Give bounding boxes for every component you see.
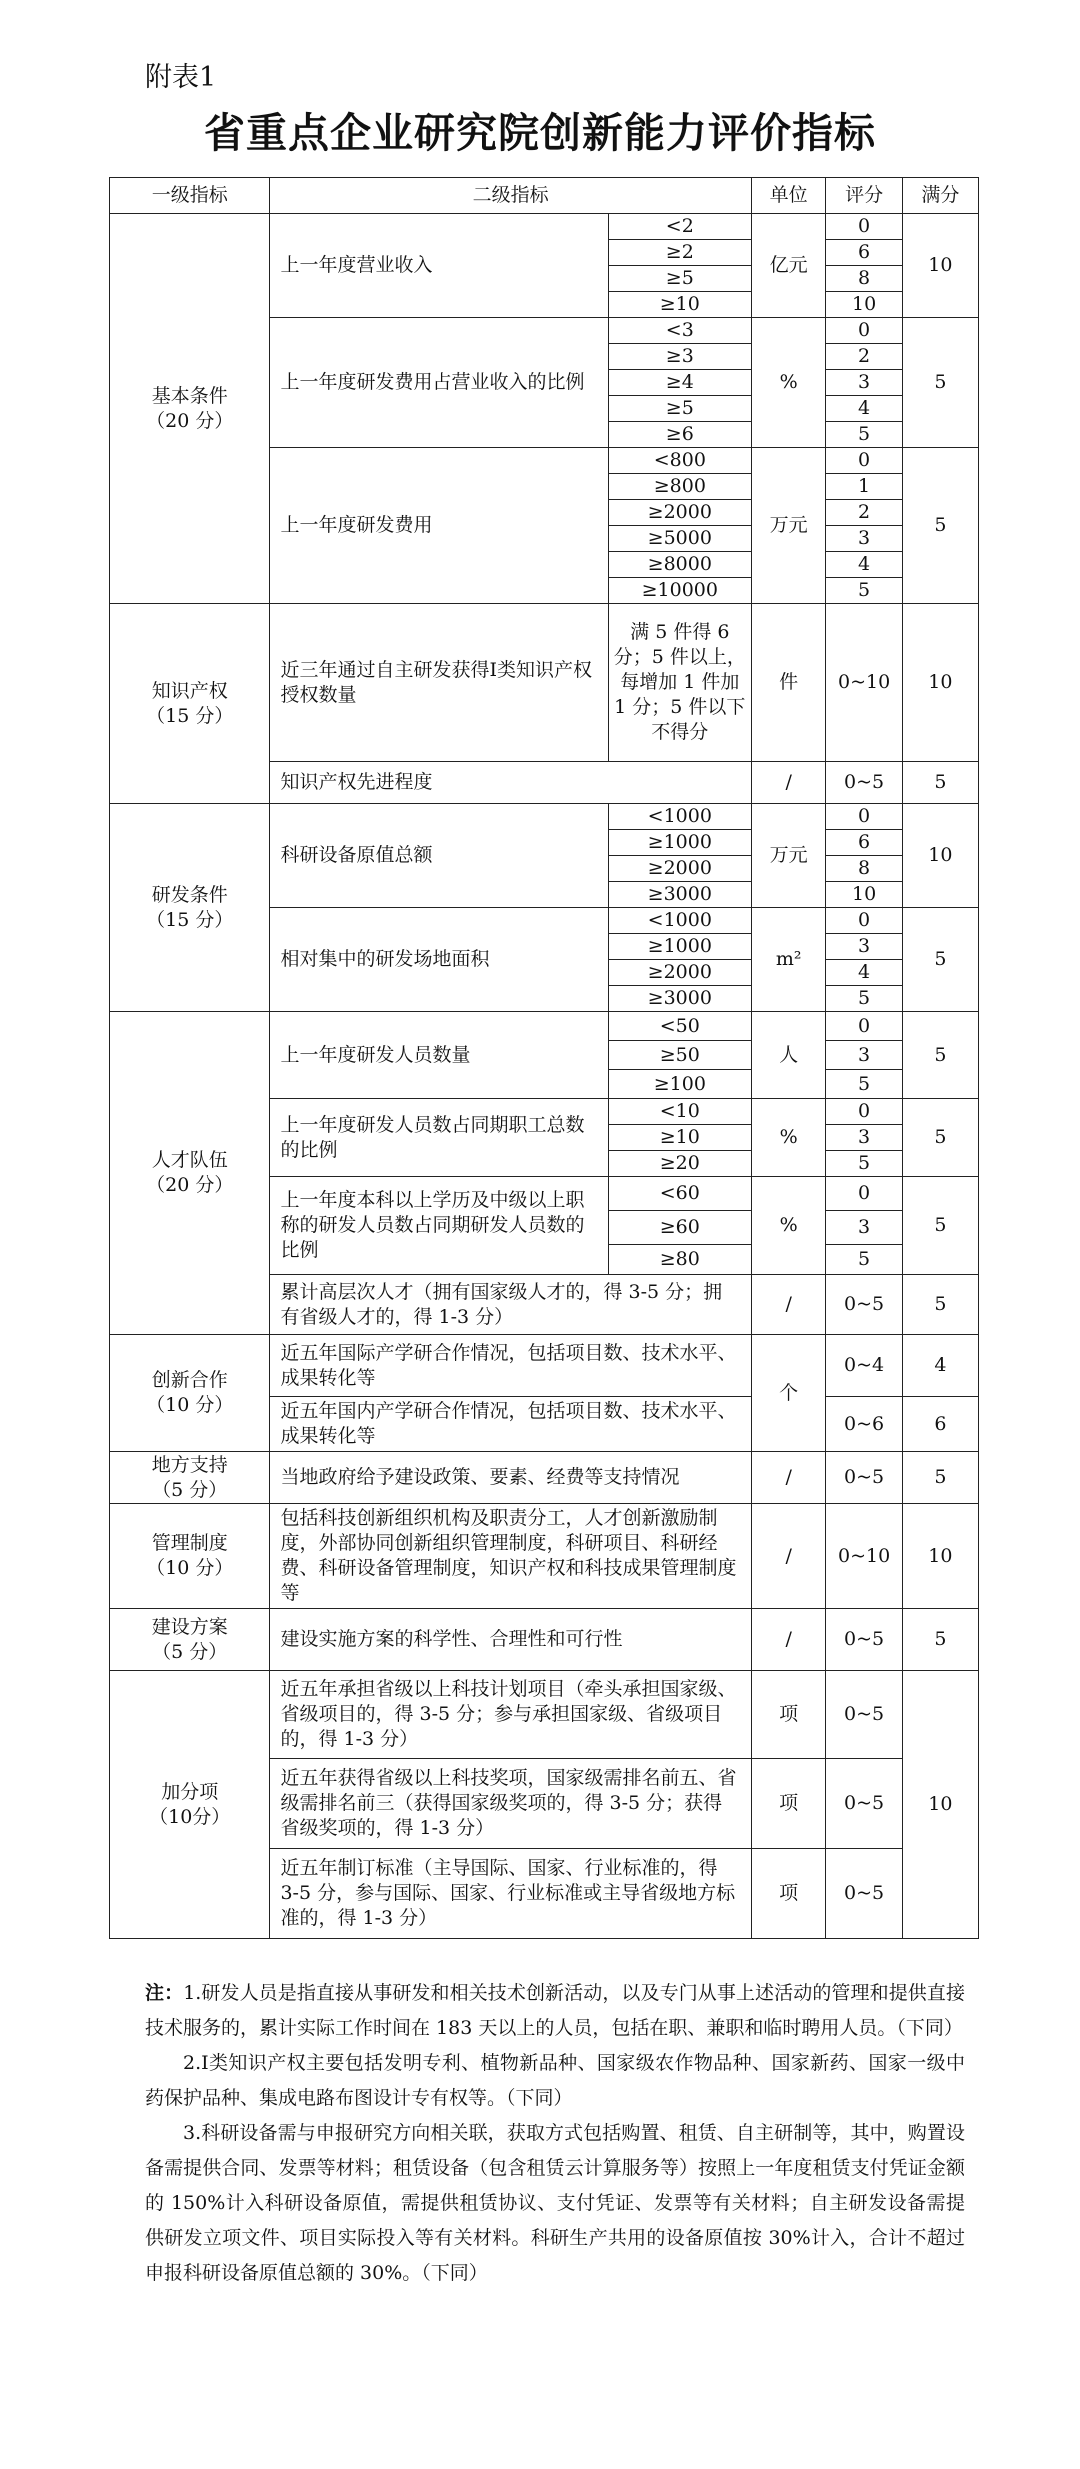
indicator-equipment: 科研设备原值总额 [270,804,608,908]
score-cell: 10 [826,292,902,318]
notes-prefix: 注： [145,1982,184,2004]
score-cell: 4 [826,960,902,986]
full-score-cell: 5 [902,1452,978,1504]
unit-cell: 个 [751,1335,826,1452]
table-row [110,1335,979,1397]
score-cell: 0~5 [826,1671,902,1759]
score-cell: 8 [826,266,902,292]
score-cell: 0 [826,1012,902,1041]
tier-cell: <800 [608,448,751,474]
indicator-ip-grants: 近三年通过自主研发获得I类知识产权授权数量 [270,604,608,762]
indicator-rd-ratio: 上一年度研发费用占营业收入的比例 [270,318,608,448]
score-cell: 5 [826,1245,902,1275]
category-local: 地方支持 （5 分） [110,1452,270,1504]
score-cell: 3 [826,934,902,960]
notes-section [145,1976,965,2291]
tier-cell: ≥2000 [608,856,751,882]
tier-cell: ≥3 [608,344,751,370]
indicator-ip-advanced: 知识产权先进程度 [270,762,751,804]
unit-cell: 万元 [751,804,826,908]
tier-cell: <2 [608,214,751,240]
indicator-degree-ratio: 上一年度本科以上学历及中级以上职称的研发人员数占同期研发人员数的比例 [270,1177,608,1275]
tier-cell: ≥10 [608,1125,751,1151]
tier-cell: ≥4 [608,370,751,396]
tier-cell: <1000 [608,908,751,934]
table-header-row [110,178,979,214]
tier-cell: ≥800 [608,474,751,500]
category-talent: 人才队伍 （20 分） [110,1012,270,1335]
indicator-bonus-projects: 近五年承担省级以上科技计划项目（牵头承担国家级、省级项目的，得 3-5 分；参与承担国家级、省级项目的，得 1-3 分） [270,1671,751,1759]
score-cell: 4 [826,552,902,578]
score-cell: 0~5 [826,1609,902,1671]
score-cell: 0~4 [826,1335,902,1397]
tier-cell: ≥10000 [608,578,751,604]
table-row [110,604,979,762]
table-row [110,214,979,240]
indicator-intl-coop: 近五年国际产学研合作情况，包括项目数、技术水平、成果转化等 [270,1335,751,1397]
score-cell: 10 [826,882,902,908]
score-cell: 1 [826,474,902,500]
tier-cell: ≥60 [608,1211,751,1245]
tier-cell: ≥2 [608,240,751,266]
unit-cell: % [751,318,826,448]
unit-cell: m² [751,908,826,1012]
evaluation-table [109,177,979,1939]
unit-cell: 人 [751,1012,826,1099]
indicator-revenue: 上一年度营业收入 [270,214,608,318]
tier-cell: <50 [608,1012,751,1041]
score-cell: 5 [826,578,902,604]
table-row [110,1671,979,1759]
score-cell: 0~5 [826,762,902,804]
tier-cell: ≥8000 [608,552,751,578]
tier-cell: ≥2000 [608,500,751,526]
indicator-bonus-standards: 近五年制订标准（主导国际、国家、行业标准的，得 3-5 分，参与国际、国家、行业标准或主导省级地方标准的，得 1-3 分） [270,1849,751,1939]
unit-cell: / [751,1452,826,1504]
category-basic: 基本条件 （20 分） [110,214,270,604]
score-cell: 4 [826,396,902,422]
full-score-cell: 10 [902,604,978,762]
full-score-cell: 5 [902,448,978,604]
tier-cell: <3 [608,318,751,344]
unit-cell: / [751,1609,826,1671]
header-level2: 二级指标 [270,178,751,214]
full-score-cell: 10 [902,1504,978,1609]
tier-cell: <1000 [608,804,751,830]
score-cell: 6 [826,240,902,266]
header-full: 满分 [902,178,978,214]
tier-cell: <60 [608,1177,751,1211]
tier-cell: ≥2000 [608,960,751,986]
score-cell: 0 [826,318,902,344]
full-score-cell: 5 [902,1099,978,1177]
score-cell: 3 [826,1211,902,1245]
score-cell: 0~10 [826,604,902,762]
unit-cell: 万元 [751,448,826,604]
indicator-area: 相对集中的研发场地面积 [270,908,608,1012]
unit-cell: / [751,762,826,804]
indicator-rd-cost: 上一年度研发费用 [270,448,608,604]
score-cell: 0~5 [826,1759,902,1849]
score-cell: 2 [826,500,902,526]
score-cell: 2 [826,344,902,370]
score-cell: 0 [826,214,902,240]
tier-cell: ≥50 [608,1041,751,1070]
indicator-local-support: 当地政府给予建设政策、要素、经费等支持情况 [270,1452,751,1504]
annex-label: 附表1 [145,62,217,93]
unit-cell: 项 [751,1759,826,1849]
score-cell: 0~6 [826,1397,902,1452]
score-cell: 6 [826,830,902,856]
full-score-cell: 6 [902,1397,978,1452]
score-cell: 5 [826,986,902,1012]
unit-cell: % [751,1099,826,1177]
indicator-domestic-coop: 近五年国内产学研合作情况，包括项目数、技术水平、成果转化等 [270,1397,751,1452]
full-score-cell: 10 [902,1671,978,1939]
category-mgmt: 管理制度 （10 分） [110,1504,270,1609]
full-score-cell: 5 [902,1609,978,1671]
full-score-cell: 10 [902,214,978,318]
table-row [110,804,979,830]
tier-cell: ≥6 [608,422,751,448]
score-cell: 5 [826,1070,902,1099]
tier-cell: ≥5 [608,396,751,422]
full-score-cell: 5 [902,318,978,448]
note-1: 注：1.研发人员是指直接从事研发和相关技术创新活动，以及专门从事上述活动的管理和提供直接技术服务的，累计实际工作时间在 183 天以上的人员，包括在职、兼职和临时聘用人员。（下同） [145,1982,965,2039]
full-score-cell: 4 [902,1335,978,1397]
category-ip: 知识产权 （15 分） [110,604,270,804]
unit-cell: 亿元 [751,214,826,318]
header-score: 评分 [826,178,902,214]
tier-cell: ≥1000 [608,830,751,856]
score-cell: 5 [826,422,902,448]
score-cell: 0~10 [826,1504,902,1609]
unit-cell: 项 [751,1671,826,1759]
score-cell: 8 [826,856,902,882]
indicator-staff-ratio: 上一年度研发人员数占同期职工总数的比例 [270,1099,608,1177]
score-cell: 3 [826,526,902,552]
tier-cell: ≥10 [608,292,751,318]
header-level1: 一级指标 [110,178,270,214]
category-rd: 研发条件 （15 分） [110,804,270,1012]
tier-cell: ≥5000 [608,526,751,552]
score-cell: 5 [826,1151,902,1177]
tier-cell: ≥100 [608,1070,751,1099]
table-row [110,1452,979,1504]
full-score-cell: 5 [902,908,978,1012]
score-cell: 0 [826,1099,902,1125]
full-score-cell: 5 [902,762,978,804]
page-title: 省重点企业研究院创新能力评价指标 [204,109,876,157]
score-cell: 0 [826,448,902,474]
unit-cell: / [751,1275,826,1335]
unit-cell: % [751,1177,826,1275]
table-row [110,1609,979,1671]
category-coop: 创新合作 （10 分） [110,1335,270,1452]
unit-cell: 件 [751,604,826,762]
full-score-cell: 5 [902,1177,978,1275]
tier-cell: ≥5 [608,266,751,292]
category-bonus: 加分项 （10分） [110,1671,270,1939]
tier-cell: <10 [608,1099,751,1125]
score-cell: 3 [826,1125,902,1151]
unit-cell: 项 [751,1849,826,1939]
indicator-plan: 建设实施方案的科学性、合理性和可行性 [270,1609,751,1671]
score-cell: 0~5 [826,1452,902,1504]
indicator-bonus-awards: 近五年获得省级以上科技奖项，国家级需排名前五、省级需排名前三（获得国家级奖项的，得 3-5 分；获得省级奖项的，得 1-3 分） [270,1759,751,1849]
tier-cell: ≥1000 [608,934,751,960]
unit-cell: / [751,1504,826,1609]
table-row [110,1012,979,1041]
indicator-high-level: 累计高层次人才（拥有国家级人才的，得 3-5 分；拥有省级人才的，得 1-3 分） [270,1275,751,1335]
indicator-headcount: 上一年度研发人员数量 [270,1012,608,1099]
tier-cell: ≥80 [608,1245,751,1275]
score-cell: 0 [826,804,902,830]
score-cell: 3 [826,1041,902,1070]
header-unit: 单位 [751,178,826,214]
tier-cell: ≥3000 [608,986,751,1012]
score-cell: 0 [826,1177,902,1211]
score-cell: 0~5 [826,1849,902,1939]
score-cell: 0 [826,908,902,934]
tier-cell: ≥3000 [608,882,751,908]
note-2: 2.I类知识产权主要包括发明专利、植物新品种、国家级农作物品种、国家新药、国家一级中药保护品种、集成电路布图设计专有权等。（下同） [145,2052,965,2109]
table-row [110,1504,979,1609]
score-cell: 0~5 [826,1275,902,1335]
indicator-mgmt-system: 包括科技创新组织机构及职责分工，人才创新激励制度，外部协同创新组织管理制度，科研项目、科研经费、科研设备管理制度，知识产权和科技成果管理制度等 [270,1504,751,1609]
note-3: 3.科研设备需与申报研究方向相关联，获取方式包括购置、租赁、自主研制等，其中，购置设备需提供合同、发票等材料；租赁设备（包含租赁云计算服务等）按照上一年度租赁支付凭证金额的 150%计入科研设备原值，需提供租赁协议、支付凭证、发票等有关材料；自主研发设备需提供研发立项文件、项目实际投入等有关材料。科研生产共用的设备原值按 30%计入，合计不超过申报科研设备原值总额的 30%。（下同） [145,2122,965,2284]
category-plan: 建设方案 （5 分） [110,1609,270,1671]
full-score-cell: 10 [902,804,978,908]
score-cell: 3 [826,370,902,396]
full-score-cell: 5 [902,1012,978,1099]
ip-rule-cell: 满 5 件得 6 分；5 件以上，每增加 1 件加 1 分；5 件以下不得分 [608,604,751,762]
full-score-cell: 5 [902,1275,978,1335]
tier-cell: ≥20 [608,1151,751,1177]
